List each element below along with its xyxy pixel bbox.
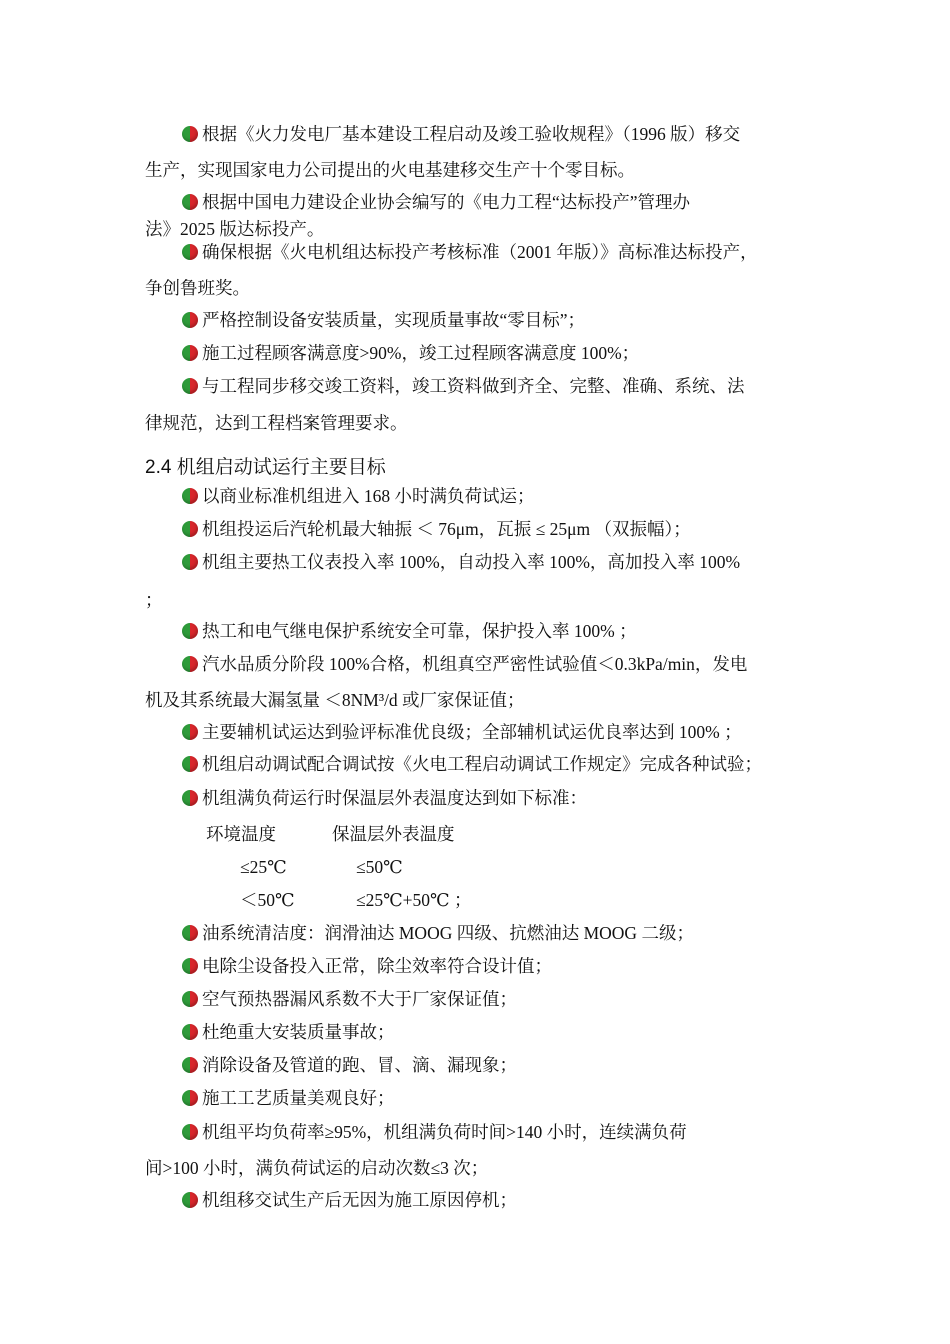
- list-item-text: 施工过程顾客满意度>90%，竣工过程顾客满意度 100%；: [202, 343, 640, 363]
- bullet-icon: [182, 378, 198, 394]
- list-item-text: 以商业标准机组进入 168 小时满负荷试运；: [202, 486, 535, 506]
- list-item: [182, 1086, 395, 1110]
- list-item-text: 与工程同步移交竣工资料，竣工资料做到齐全、完整、准确、系统、法: [202, 376, 745, 396]
- table-header-env: 环境温度: [206, 824, 276, 844]
- bullet-icon: [182, 1024, 198, 1040]
- bullet-icon: [182, 790, 198, 806]
- list-item-text: 汽水品质分阶段 100%合格，机组真空严密性试验值＜0.3kPa/min，发电: [202, 654, 748, 674]
- bullet-icon: [182, 554, 198, 570]
- list-item-text: 机组主要热工仪表投入率 100%，自动投入率 100%，高加投入率 100%: [202, 552, 741, 572]
- list-item: [182, 1020, 395, 1044]
- list-item: [182, 341, 639, 365]
- list-item-continuation: 律规范，达到工程档案管理要求。: [145, 413, 408, 433]
- list-item: [182, 652, 747, 676]
- table-cell-surface: ≤50℃: [356, 857, 403, 877]
- list-item-text: 根据《火力发电厂基本建设工程启动及竣工验收规程》（1996 版）移交: [202, 124, 741, 144]
- table-cell-surface: ≤25℃+50℃ ；: [356, 890, 472, 910]
- list-item-text: 确保根据《火电机组达标投产考核标准（2001 年版）》高标准达标投产，: [202, 242, 758, 262]
- table-cell-env: ≤25℃: [240, 857, 287, 877]
- list-item: [182, 720, 742, 744]
- list-item: [182, 374, 745, 398]
- bullet-icon: [182, 244, 198, 260]
- list-item: [182, 122, 740, 146]
- list-item-continuation: 生产，实现国家电力公司提出的火电基建移交生产十个零目标。: [145, 160, 635, 180]
- list-item-text: 机组启动调试配合调试按《火电工程启动调试工作规定》完成各种试验；: [202, 754, 762, 774]
- list-item-continuation: 间>100 小时，满负荷试运的启动次数≤3 次；: [145, 1158, 489, 1178]
- list-item: [182, 786, 587, 810]
- list-item-text: 消除设备及管道的跑、冒、滴、漏现象；: [202, 1055, 517, 1075]
- bullet-icon: [182, 623, 198, 639]
- list-item-continuation: ；: [145, 590, 163, 610]
- list-item-text: 电除尘设备投入正常，除尘效率符合设计值；: [202, 956, 552, 976]
- bullet-icon: [182, 958, 198, 974]
- bullet-icon: [182, 312, 198, 328]
- bullet-icon: [182, 194, 198, 210]
- list-item-continuation: 法》2025 版达标投产。: [145, 219, 325, 239]
- list-item-text: 严格控制设备安装质量，实现质量事故“零目标”；: [202, 310, 586, 330]
- section-heading: 2.4 机组启动试运行主要目标: [145, 457, 386, 478]
- bullet-icon: [182, 1192, 198, 1208]
- list-item-text: 主要辅机试运达到验评标准优良级；全部辅机试运优良率达到 100% ；: [202, 722, 742, 742]
- list-item-continuation: 争创鲁班奖。: [145, 278, 250, 298]
- list-item-text: 热工和电气继电保护系统安全可靠，保护投入率 100% ；: [202, 621, 637, 641]
- list-item: [182, 240, 758, 264]
- list-item: [182, 1053, 517, 1077]
- list-item: [182, 752, 762, 776]
- list-item-continuation: 机及其系统最大漏氢量 ＜8NM³/d 或厂家保证值；: [145, 690, 525, 710]
- table-header-surface: 保温层外表温度: [332, 824, 455, 844]
- list-item-text: 机组移交试生产后无因为施工原因停机；: [202, 1190, 517, 1210]
- list-item: [182, 619, 637, 643]
- bullet-icon: [182, 345, 198, 361]
- list-item-text: 空气预热器漏风系数不大于厂家保证值；: [202, 989, 517, 1009]
- bullet-icon: [182, 991, 198, 1007]
- bullet-icon: [182, 925, 198, 941]
- list-item-text: 杜绝重大安装质量事故；: [202, 1022, 395, 1042]
- bullet-icon: [182, 1090, 198, 1106]
- list-item: [182, 1120, 748, 1144]
- list-item-text: 施工工艺质量美观良好；: [202, 1088, 395, 1108]
- bullet-icon: [182, 521, 198, 537]
- list-item-text: 机组投运后汽轮机最大轴振 ＜ 76μm，瓦振 ≤ 25μm （双振幅）；: [202, 519, 691, 539]
- bullet-icon: [182, 756, 198, 772]
- list-item-text: 根据中国电力建设企业协会编写的《电力工程“达标投产”管理办: [202, 192, 691, 212]
- list-item: [182, 1188, 517, 1212]
- list-item-text: 油系统清洁度：润滑油达 MOOG 四级、抗燃油达 MOOG 二级；: [202, 923, 694, 943]
- list-item: [182, 921, 694, 945]
- bullet-icon: [182, 126, 198, 142]
- list-item: [182, 517, 691, 541]
- list-item: [182, 954, 552, 978]
- bullet-icon: [182, 724, 198, 740]
- table-cell-env: ＜50℃: [240, 890, 295, 910]
- list-item: [182, 550, 740, 574]
- list-item-text: 机组平均负荷率≥95%，机组满负荷时间>140 小时，连续满负荷: [202, 1122, 687, 1142]
- list-item: [182, 484, 535, 508]
- bullet-icon: [182, 1124, 198, 1140]
- bullet-icon: [182, 656, 198, 672]
- bullet-icon: [182, 488, 198, 504]
- list-item-text: 机组满负荷运行时保温层外表温度达到如下标准：: [202, 788, 587, 808]
- bullet-icon: [182, 1057, 198, 1073]
- list-item: [182, 190, 690, 214]
- list-item: [182, 987, 517, 1011]
- list-item: [182, 308, 585, 332]
